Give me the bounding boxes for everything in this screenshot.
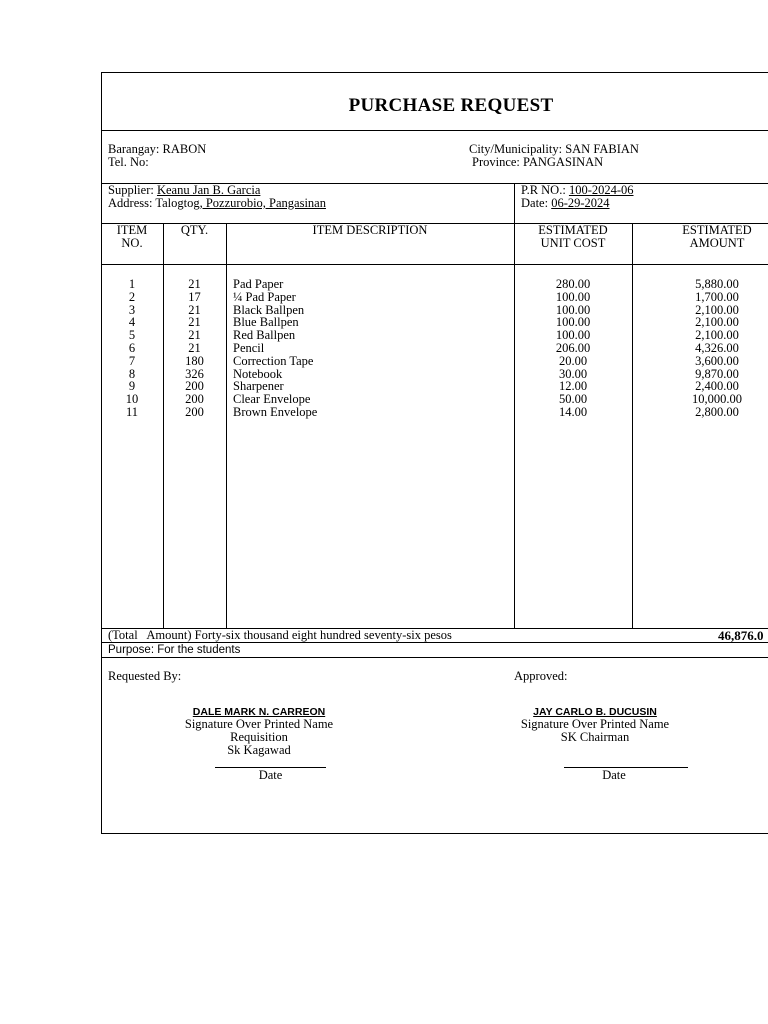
- date-value: 06-29-2024: [551, 196, 610, 210]
- city-label: City/Municipality:: [469, 142, 563, 156]
- table-cell-unit-cost: 100.00: [555, 302, 591, 317]
- table-cell-amount: 4,326.00: [695, 340, 739, 355]
- table-cell-unit-cost: 100.00: [555, 289, 591, 304]
- table-cell-unit-cost: 100.00: [555, 328, 591, 343]
- approver-name-text: JAY CARLO B. DUCUSIN: [533, 706, 657, 718]
- divider-purpose: [101, 657, 768, 658]
- table-cell-qty: 200: [185, 392, 204, 407]
- requested-by-label: Requested By:: [108, 669, 182, 683]
- date-label: Date:: [521, 196, 549, 210]
- column-unit-cost: [514, 278, 632, 419]
- table-cell-qty: 21: [188, 277, 201, 291]
- table-cell-unit-cost: 50.00: [558, 392, 588, 407]
- table-cell-no: 7: [128, 353, 136, 368]
- approver-role: SK Chairman: [560, 730, 630, 744]
- table-cell-amount: 5,880.00: [695, 277, 739, 291]
- table-cell-qty: 21: [188, 302, 201, 317]
- column-item-no: [101, 278, 163, 419]
- table-cell-description: ¼ Pad Paper: [233, 289, 296, 304]
- address-value: , Pozzurobio, Pangasinan: [199, 196, 326, 210]
- table-cell-unit-cost: 206.00: [555, 340, 591, 355]
- table-cell-no: 2: [128, 289, 136, 304]
- table-cell-description: Notebook: [233, 366, 283, 381]
- province-line: [472, 156, 603, 169]
- divider-header: [101, 130, 768, 131]
- pr-no-label: P.R NO.:: [521, 183, 566, 197]
- table-cell-unit-cost: 20.00: [558, 353, 588, 368]
- table-cell-no: 5: [128, 328, 136, 343]
- table-cell-qty: 21: [188, 340, 201, 355]
- table-cell-no: 9: [128, 379, 136, 394]
- table-cell-amount: 2,100.00: [695, 328, 739, 343]
- header-amount-line2: AMOUNT: [689, 236, 745, 250]
- province-value: PANGASINAN: [523, 155, 604, 169]
- table-cell-no: 10: [125, 392, 139, 407]
- table-cell-amount: 1,700.00: [695, 289, 739, 304]
- table-cell-qty: 17: [188, 289, 201, 304]
- header-amount-line1: ESTIMATED: [682, 223, 752, 237]
- header-unit-cost-line1: ESTIMATED: [538, 223, 608, 237]
- table-cell-qty: 21: [188, 328, 201, 343]
- table-cell-qty: 21: [188, 315, 201, 330]
- header-unit-cost-line2: UNIT COST: [540, 236, 606, 250]
- table-cell-description: Pad Paper: [233, 277, 284, 291]
- table-cell-unit-cost: 100.00: [555, 315, 591, 330]
- table-cell-amount: 3,600.00: [695, 353, 739, 368]
- col-line-amount: [632, 223, 633, 628]
- table-cell-amount: 9,870.00: [695, 366, 739, 381]
- table-cell-description: Red Ballpen: [233, 328, 296, 343]
- divider-table-header: [101, 264, 768, 265]
- divider-total: [101, 642, 768, 643]
- column-description: [233, 278, 503, 419]
- requester-date-label: Date: [258, 768, 283, 782]
- page-title: PURCHASE REQUEST: [348, 95, 554, 116]
- requester-name-text: DALE MARK N. CARREON: [192, 706, 326, 718]
- date-line: [521, 197, 610, 210]
- address-label: Address: Talogtog: [108, 196, 200, 210]
- purpose-line: [108, 644, 240, 657]
- barangay-value: RABON: [162, 142, 207, 156]
- total-amount-words: (Total Amount) Forty-six thousand eight hundred seventy-six pesos: [108, 628, 452, 642]
- table-cell-unit-cost: 12.00: [558, 379, 588, 394]
- requester-role-2: Sk Kagawad: [227, 743, 291, 757]
- purpose-value: For the students: [157, 644, 241, 656]
- city-value: SAN FABIAN: [565, 142, 639, 156]
- header-qty: QTY.: [180, 223, 209, 237]
- table-cell-no: 1: [128, 277, 136, 291]
- header-item-no-line1: ITEM: [116, 223, 148, 237]
- barangay-label: Barangay:: [108, 142, 160, 156]
- purpose-label: Purpose:: [108, 644, 155, 656]
- table-cell-no: 6: [128, 340, 136, 355]
- supplier-value: Keanu Jan B. Garcia: [156, 183, 261, 197]
- header-description: ITEM DESCRIPTION: [312, 223, 428, 237]
- table-cell-no: 8: [128, 366, 136, 381]
- header-item-no: [101, 224, 163, 250]
- column-amount: [658, 278, 768, 419]
- table-cell-amount: 2,800.00: [695, 404, 739, 419]
- table-cell-qty: 180: [185, 353, 204, 368]
- table-cell-description: Correction Tape: [233, 353, 314, 368]
- table-cell-unit-cost: 280.00: [555, 277, 591, 291]
- pr-no-value: 100-2024-06: [568, 183, 634, 197]
- supplier-label: Supplier:: [108, 183, 154, 197]
- header-unit-cost: [514, 224, 632, 250]
- table-cell-no: 11: [125, 404, 139, 419]
- requester-role-1: Requisition: [230, 730, 288, 744]
- table-cell-description: Blue Ballpen: [233, 315, 299, 330]
- header-item-no-line2: NO.: [121, 236, 143, 250]
- approved-label: Approved:: [514, 669, 568, 683]
- table-cell-description: Brown Envelope: [233, 404, 318, 419]
- address-line: [108, 197, 326, 210]
- table-cell-amount: 2,100.00: [695, 315, 739, 330]
- divider-supplier-pr: [514, 183, 515, 223]
- table-cell-description: Clear Envelope: [233, 392, 311, 407]
- table-cell-description: Sharpener: [233, 379, 284, 394]
- table-cell-qty: 200: [185, 404, 204, 419]
- column-qty: [163, 278, 226, 419]
- table-cell-amount: 2,400.00: [695, 379, 739, 394]
- table-cell-qty: 200: [185, 379, 204, 394]
- province-label: Province:: [472, 155, 520, 169]
- tel-label: Tel. No:: [108, 155, 149, 169]
- table-cell-qty: 326: [185, 366, 204, 381]
- table-cell-no: 4: [128, 315, 136, 330]
- approver-date-label: Date: [602, 768, 626, 782]
- table-cell-description: Pencil: [233, 340, 265, 355]
- table-cell-amount: 10,000.00: [692, 392, 742, 407]
- approver-sig-label: Signature Over Printed Name: [520, 717, 670, 731]
- approver-date-line: [564, 767, 688, 768]
- table-cell-unit-cost: 14.00: [558, 404, 588, 419]
- table-cell-description: Black Ballpen: [233, 302, 305, 317]
- col-line-desc: [226, 223, 227, 628]
- requester-sig-label: Signature Over Printed Name: [184, 717, 334, 731]
- header-amount: [658, 224, 768, 250]
- total-amount-value: 46,876.0: [718, 628, 764, 643]
- table-cell-amount: 2,100.00: [695, 302, 739, 317]
- table-cell-unit-cost: 30.00: [558, 366, 588, 381]
- table-cell-no: 3: [128, 302, 136, 317]
